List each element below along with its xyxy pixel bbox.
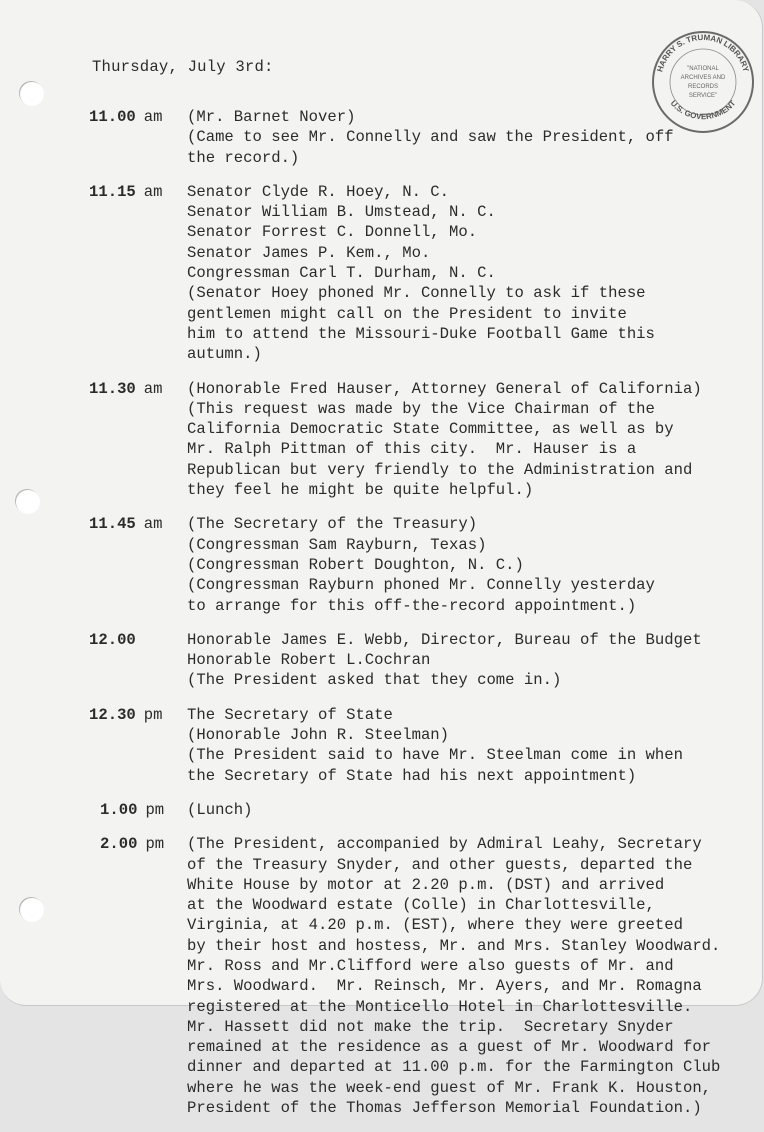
entry-line: remained at the residence as a guest of Mr. Woodward for	[187, 1038, 712, 1057]
entry-line: (Honorable Fred Hauser, Attorney General of California)	[187, 379, 702, 398]
entry-time	[89, 182, 179, 202]
schedule-entries	[0, 107, 762, 1132]
stamp-inner-line: RECORDS	[687, 84, 719, 90]
entry-text	[187, 514, 655, 615]
entry-line: (Lunch)	[187, 800, 253, 819]
entry-line: by their host and hostess, Mr. and Mrs. Stanley Woodward.	[187, 936, 721, 955]
entry-line: (Honorable John R. Steelman)	[187, 726, 450, 745]
time-value: 1.00	[100, 800, 138, 819]
entry-line: autumn.)	[187, 345, 262, 364]
schedule-entry	[0, 182, 762, 365]
entry-line: (The President said to have Mr. Steelman come in when	[187, 746, 683, 765]
punch-hole	[20, 82, 44, 106]
entry-line: President of the Thomas Jefferson Memorial Foundation.)	[187, 1099, 702, 1118]
entry-line: registered at the Monticello Hotel in Charlottesville.	[187, 997, 693, 1016]
time-ampm: pm	[145, 800, 165, 819]
entry-text	[187, 834, 720, 1118]
entry-line: The Secretary of State	[187, 705, 393, 724]
entry-line: (Senator Hoey phoned Mr. Connelly to ask if these	[187, 284, 646, 303]
entry-line: California Democratic State Committee, as well as by	[187, 420, 674, 439]
entry-line: Mr. Ross and Mr.Clifford were also guests of Mr. and	[187, 956, 674, 975]
entry-time	[89, 705, 179, 725]
schedule-entry	[0, 107, 762, 168]
time-ampm: pm	[143, 705, 163, 724]
entry-line: of the Treasury Snyder, and other guests, departed the	[187, 855, 693, 874]
time-value: 11.15	[89, 182, 136, 201]
entry-line: Honorable Robert L.Cochran	[187, 651, 431, 670]
time-ampm: am	[143, 379, 163, 398]
entry-line: (The President, accompanied by Admiral Leahy, Secretary	[187, 835, 702, 854]
entry-time	[100, 800, 179, 820]
entry-text	[187, 107, 674, 168]
schedule-entry	[0, 705, 762, 786]
entry-line: him to attend the Missouri-Duke Football Game this	[187, 324, 655, 343]
entry-line: Mr. Ralph Pittman of this city. Mr. Hauser is a	[187, 440, 637, 459]
entry-line: where he was the week-end guest of Mr. Frank K. Houston,	[187, 1078, 712, 1097]
schedule-entry	[0, 379, 762, 501]
entry-line: (Congressman Rayburn phoned Mr. Connelly yesterday	[187, 576, 655, 595]
entry-line: Senator Forrest C. Donnell, Mo.	[187, 223, 478, 242]
entry-time	[89, 107, 179, 127]
entry-line: (Congressman Sam Rayburn, Texas)	[187, 535, 487, 554]
entry-line: Honorable James E. Webb, Director, Bureau of the Budget	[187, 630, 702, 649]
entry-text	[187, 182, 655, 365]
entry-line: Senator Clyde R. Hoey, N. C.	[187, 182, 450, 201]
stamp-text-top: HARRY S. TRUMAN LIBRARY	[655, 32, 751, 73]
time-value: 2.00	[100, 835, 138, 854]
entry-line: (Came to see Mr. Connelly and saw the President, off	[187, 128, 674, 147]
entry-line: Mr. Hassett did not make the trip. Secretary Snyder	[187, 1017, 674, 1036]
time-value: 11.45	[89, 515, 136, 534]
entry-time	[89, 379, 179, 399]
entry-text	[187, 800, 253, 820]
entry-line: Republican but very friendly to the Administration and	[187, 460, 693, 479]
stamp-inner-line: "NATIONAL	[687, 66, 719, 72]
entry-line: (Mr. Barnet Nover)	[187, 108, 356, 126]
stamp-text-bottom: U.S. GOVERNMENT	[668, 98, 738, 122]
entry-line: Senator James P. Kem., Mo.	[187, 243, 431, 262]
entry-line: (The President asked that they come in.)	[187, 671, 562, 690]
entry-line: to arrange for this off-the-record appointment.)	[187, 596, 637, 615]
entry-time	[89, 630, 179, 650]
entry-text	[187, 379, 702, 501]
time-value: 11.30	[89, 379, 136, 398]
entry-line: (Congressman Robert Doughton, N. C.)	[187, 555, 524, 574]
schedule-entry	[0, 630, 762, 691]
schedule-entry	[0, 834, 762, 1118]
page-heading: Thursday, July 3rd:	[92, 58, 274, 76]
entry-line: gentlemen might call on the President to invite	[187, 304, 627, 323]
entry-time	[89, 514, 179, 534]
entry-line: Congressman Carl T. Durham, N. C.	[187, 264, 496, 283]
time-ampm: pm	[145, 835, 165, 854]
entry-line: Senator William B. Umstead, N. C.	[187, 203, 496, 222]
schedule-entry	[0, 800, 762, 820]
entry-line: White House by motor at 2.20 p.m. (DST) and arrived	[187, 875, 665, 894]
entry-line: the Secretary of State had his next appointment)	[187, 766, 637, 785]
time-value: 11.00	[89, 108, 136, 126]
entry-line: (The Secretary of the Treasury)	[187, 515, 478, 534]
schedule-entry	[0, 514, 762, 615]
stamp-inner-line: ARCHIVES AND	[680, 75, 726, 81]
entry-line: at the Woodward estate (Colle) in Charlottesville,	[187, 896, 655, 915]
time-value: 12.30	[89, 705, 136, 724]
entry-line: the record.)	[187, 148, 300, 167]
entry-line: Virginia, at 4.20 p.m. (EST), where they were greeted	[187, 916, 683, 935]
entry-line: Mrs. Woodward. Mr. Reinsch, Mr. Ayers, and Mr. Romagna	[187, 977, 702, 996]
entry-line: (This request was made by the Vice Chairman of the	[187, 399, 655, 418]
entry-text	[187, 705, 683, 786]
time-ampm: am	[143, 515, 163, 534]
time-ampm: am	[143, 182, 163, 201]
entry-text	[187, 630, 702, 691]
stamp-inner-line: SERVICE"	[688, 93, 718, 99]
entry-time	[100, 834, 179, 854]
time-ampm: am	[143, 108, 163, 126]
entry-line: dinner and departed at 11.00 p.m. for the Farmington Club	[187, 1058, 721, 1077]
time-value: 12.00	[89, 630, 136, 649]
entry-line: they feel he might be quite helpful.)	[187, 481, 534, 500]
